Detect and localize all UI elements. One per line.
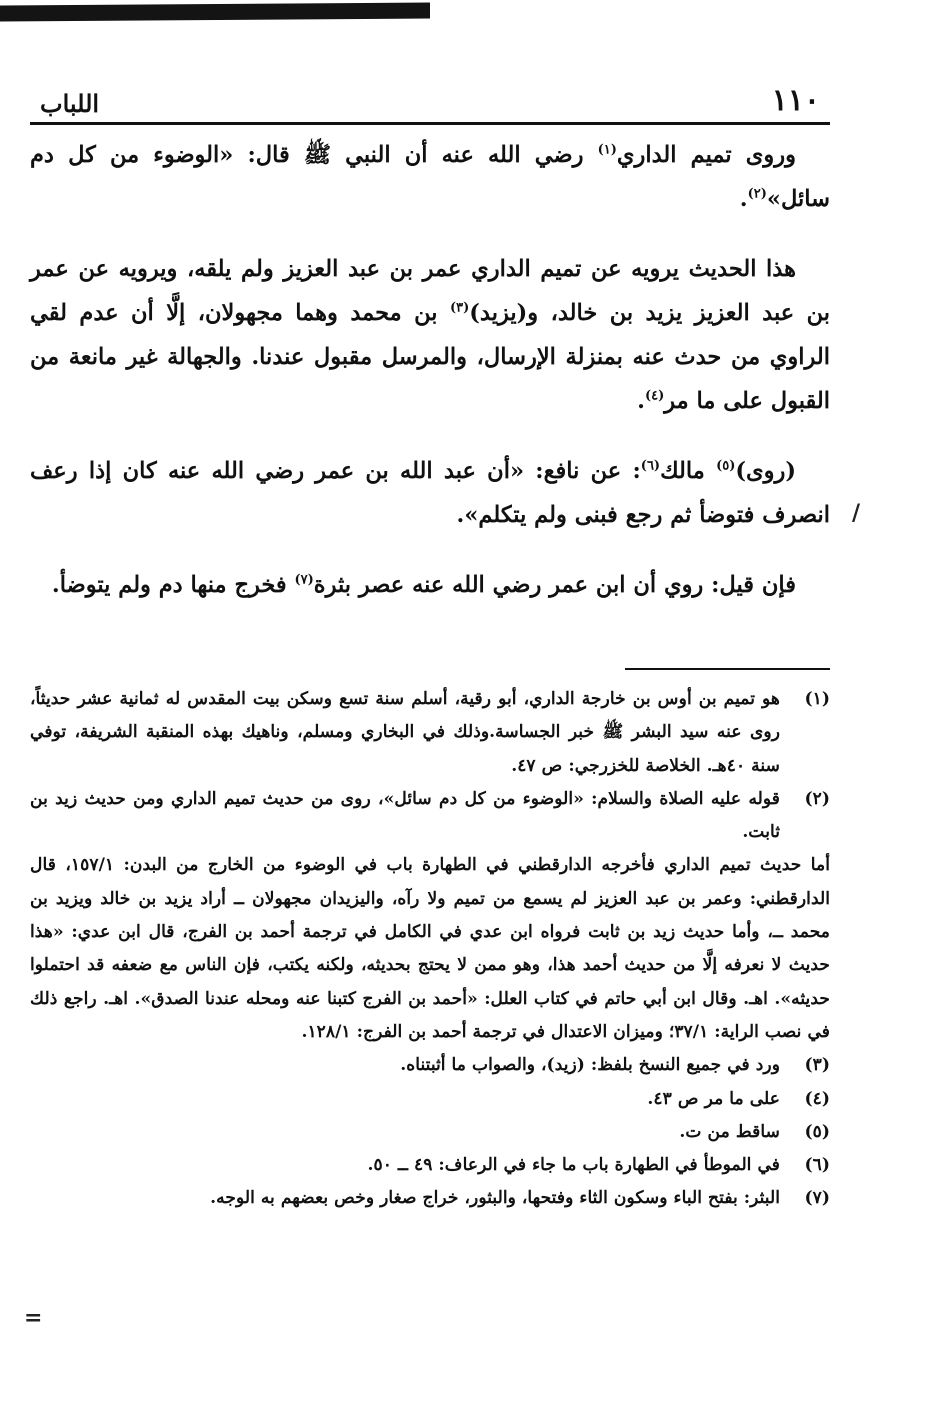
text-run: . [739,186,748,212]
footnote-text: البثر: بفتح الباء وسكون الثاء وفتحها، والبثور، خراج صغار وخص بعضهم به الوجه. [210,1188,780,1209]
page-number: ١١٠ [771,83,820,118]
footnote-5 [30,1116,830,1149]
footnote-ref: (٣) [449,300,470,316]
footnote-2-continuation: أما حديث تميم الداري فأخرجه الدارقطني في الطهارة باب في الوضوء من الخارج من البدن: ١٥٧/١، قال الدارقطني: وعمر بن عبد العزيز لم يسمع من تميم ولا رآه، واليزيدان مجهولان ــ أراد يزيد بن خالد ويزيد بن محمد ــ، وأما حديث زيد بن ثابت فرواه ابن عدي في الكامل في ترجمة أحمد بن الفرج، قال ابن عدي: «هذا حديث لا نعرفه إلَّا من حديث أحمد هذا، وهو ممن لا يحتج بحديثه، ولكنه يكتب، فإن الناس مع ضعفه قد احتملوا حديثه». اهـ. وقال ابن أبي حاتم في كتاب العلل: «أحمد بن الفرج كتبنا عنه ومحله عندنا الصدق». اهـ. راجع ذلك في نصب الراية: ٣٧/١؛ وميزان الاعتدال في ترجمة أحمد بن الفرج: ١٢٨/١. [30,855,830,1042]
footnote-number: (٢) [804,788,830,809]
footnote-ref: (٢) [747,186,767,202]
footnote-2 [30,783,830,850]
margin-equals-mark: = [24,1305,43,1331]
footnote-separator [625,668,830,670]
text-run: هذا الحديث يرويه عن تميم الداري عمر بن عبد العزيز ولم يلقه، ويرويه عن عمر بن عبد العزيز يزيد بن خالد، و(يزيد) [30,256,830,326]
text-run: بن محمد وهما مجهولان، إلَّا أن عدم لقي الراوي من حدث عنه بمنزلة الإرسال، والمرسل مقبول عندنا. والجهالة غير مانعة من القبول على ما مر [30,300,830,414]
paragraph-1 [30,133,830,221]
text-run: . [637,388,645,414]
footnote-text: ساقط من ت. [679,1121,780,1142]
footnote-number: (٥) [804,1121,830,1142]
text-run: : عن نافع: «أن عبد الله بن عمر رضي الله عنه كان إذا رعف انصرف فتوضأ ثم رجع فبنى ولم يتكلم». [30,458,830,528]
text-run: وروى تميم الداري [616,142,796,168]
footnote-text: قوله عليه الصلاة والسلام: «الوضوء من كل دم سائل»، روى من حديث تميم الداري ومن حديث زيد بن ثابت. [30,788,780,843]
footnote-number: (١) [804,689,830,709]
footnote-text: على ما مر ص ٤٣. [647,1088,780,1109]
text-run: مالك [660,458,717,484]
text-run: (روى) [735,458,796,484]
footnote-ref: (١) [597,142,617,158]
footnote-ref: (٧) [294,572,314,588]
text-run: فإن قيل: روي أن ابن عمر رضي الله عنه عصر بثرة [313,572,796,598]
footnote-text: هو تميم بن أوس بن خارجة الداري، أبو رقية، أسلم سنة تسع وسكن بيت المقدس له ثمانية عشر حديثاً، روى عنه سيد البشر ﷺ خبر الجساسة.وذلك في البخاري ومسلم، وناهيك بهذه المنقبة الشريفة، توفي سنة ٤٠هـ. الخلاصة للخزرجي: ص ٤٧. [30,689,780,776]
paragraph-2 [30,247,830,423]
text-run: رضي الله عنه أن النبي ﷺ قال: «الوضوء من كل دم سائل» [30,142,830,212]
footnotes [30,683,830,1216]
running-title: اللباب [40,89,100,118]
page-header [30,78,830,118]
main-text [30,133,830,607]
header-rule [30,122,830,125]
footnote-number: (٣) [804,1055,830,1076]
paragraph-3 [30,449,830,537]
footnote-7 [30,1182,830,1215]
text-run: فخرج منها دم ولم يتوضأ. [51,572,295,598]
footnote-number: (٤) [804,1088,830,1109]
footnote-6 [30,1149,830,1182]
book-page [30,78,830,1209]
footnote-ref: (٦) [640,458,661,474]
footnote-1 [30,683,830,783]
margin-slash-mark: / [852,500,861,526]
footnote-ref: (٥) [716,458,736,474]
footnote-text: في الموطأ في الطهارة باب ما جاء في الرعاف: ٤٩ ــ ٥٠. [367,1155,780,1176]
footnote-3 [30,1049,830,1082]
footnote-ref: (٤) [644,388,665,404]
footnote-text: ورد في جميع النسخ بلفظ: (زيد)، والصواب ما أثبتناه. [400,1055,780,1076]
paragraph-4 [30,563,830,607]
scan-border-bar [0,2,430,21]
footnote-number: (٧) [804,1188,830,1209]
footnote-number: (٦) [804,1155,830,1176]
footnote-4 [30,1083,830,1116]
